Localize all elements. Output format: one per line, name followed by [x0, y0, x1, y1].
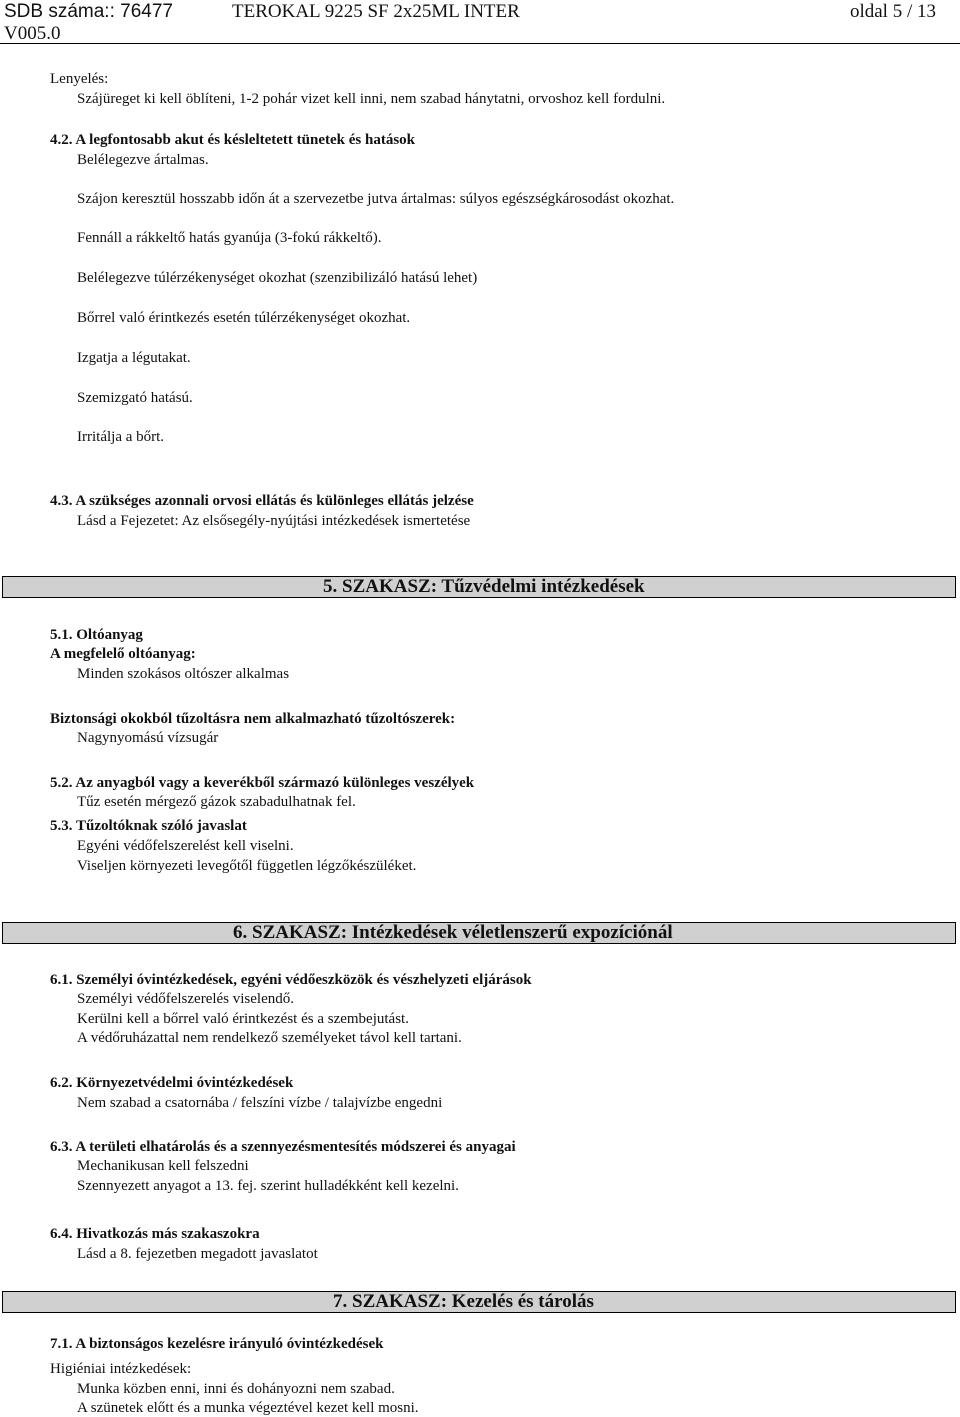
- section-6-2-heading: 6.2. Környezetvédelmi óvintézkedések: [50, 1075, 294, 1091]
- section-4-2-heading: 4.2. A legfontosabb akut és késleltetett tünetek és hatások: [50, 132, 416, 148]
- section-4-3-heading: 4.3. A szükséges azonnali orvosi ellátás és különleges ellátás jelzése: [50, 493, 474, 509]
- section-7-title: 7. SZAKASZ: Kezelés és tárolás: [333, 1291, 594, 1312]
- personal-precaution-line: A védőruházattal nem rendelkező személyeket távol kell tartani.: [77, 1030, 462, 1046]
- symptom-line: Fennáll a rákkeltő hatás gyanúja (3-fokú rákkeltő).: [77, 230, 382, 246]
- ingestion-text: Szájüreget ki kell öblíteni, 1-2 pohár vizet kell inni, nem szabad hánytatni, orvoshoz kell fordulni.: [77, 91, 666, 107]
- section-5-2-heading: 5.2. Az anyagból vagy a keverékből származó különleges veszélyek: [50, 775, 475, 791]
- section-7-1-heading: 7.1. A biztonságos kezelésre irányuló óvintézkedések: [50, 1336, 384, 1352]
- firefighter-advice-line: Viseljen környezeti levegőtől független légzőkészüléket.: [77, 858, 417, 874]
- section-6-1-heading: 6.1. Személyi óvintézkedések, egyéni védőeszközök és vészhelyzeti eljárások: [50, 972, 532, 988]
- symptom-line: Izgatja a légutakat.: [77, 350, 191, 366]
- suitable-media-text: Minden szokásos oltószer alkalmas: [77, 666, 290, 682]
- hygiene-line: A szünetek előtt és a munka végeztével kezet kell mosni.: [77, 1400, 419, 1416]
- sdb-number: SDB száma:: 76477: [4, 1, 173, 22]
- unsuitable-media-text: Nagynyomású vízsugár: [77, 730, 219, 746]
- section-5-1-heading: 5.1. Oltóanyag: [50, 627, 143, 643]
- page-number: oldal 5 / 13: [849, 1, 936, 22]
- version: V005.0: [4, 23, 61, 44]
- section-6-3-heading: 6.3. A területi elhatárolás és a szennyezésmentesítés módszerei és anyagai: [50, 1139, 516, 1155]
- section-6-2-text: Nem szabad a csatornába / felszíni vízbe / talajvízbe engedni: [77, 1095, 443, 1111]
- symptom-line: Belélegezve ártalmas.: [77, 152, 209, 168]
- product-name: TEROKAL 9225 SF 2x25ML INTER: [232, 1, 520, 22]
- personal-precaution-line: Személyi védőfelszerelés viselendő.: [77, 991, 295, 1007]
- header-divider: [0, 43, 960, 44]
- symptom-line: Szemizgató hatású.: [77, 390, 193, 406]
- symptom-line: Belélegezve túlérzékenységet okozhat (szenzibilizáló hatású lehet): [77, 270, 478, 286]
- personal-precaution-line: Kerülni kell a bőrrel való érintkezést és a szembejutást.: [77, 1011, 409, 1027]
- unsuitable-media-label: Biztonsági okokból tűzoltásra nem alkalmazható tűzoltószerek:: [50, 711, 456, 727]
- section-5-2-text: Tűz esetén mérgező gázok szabadulhatnak fel.: [77, 794, 356, 810]
- hygiene-label: Higiéniai intézkedések:: [50, 1361, 192, 1377]
- symptom-line: Irritálja a bőrt.: [77, 429, 165, 445]
- symptom-line: Bőrrel való érintkezés esetén túlérzékenységet okozhat.: [77, 310, 411, 326]
- hygiene-line: Munka közben enni, inni és dohányozni nem szabad.: [77, 1381, 395, 1397]
- section-6-4-text: Lásd a 8. fejezetben megadott javaslatot: [77, 1246, 318, 1262]
- cleanup-line: Szennyezett anyagot a 13. fej. szerint hulladékként kell kezelni.: [77, 1178, 459, 1194]
- section-6-title: 6. SZAKASZ: Intézkedések véletlenszerű expozíciónál: [233, 922, 673, 943]
- symptom-line: Szájon keresztül hosszabb időn át a szervezetbe jutva ártalmas: súlyos egészségkárosodást okozhat.: [77, 191, 675, 207]
- firefighter-advice-line: Egyéni védőfelszerelést kell viselni.: [77, 838, 294, 854]
- section-6-4-heading: 6.4. Hivatkozás más szakaszokra: [50, 1226, 260, 1242]
- ingestion-label: Lenyelés:: [50, 71, 109, 87]
- cleanup-line: Mechanikusan kell felszedni: [77, 1158, 249, 1174]
- section-5-3-heading: 5.3. Tűzoltóknak szóló javaslat: [50, 818, 247, 834]
- section-5-title: 5. SZAKASZ: Tűzvédelmi intézkedések: [323, 576, 645, 597]
- section-4-3-text: Lásd a Fejezetet: Az elsősegély-nyújtási intézkedések ismertetése: [77, 513, 471, 529]
- suitable-media-label: A megfelelő oltóanyag:: [50, 646, 196, 662]
